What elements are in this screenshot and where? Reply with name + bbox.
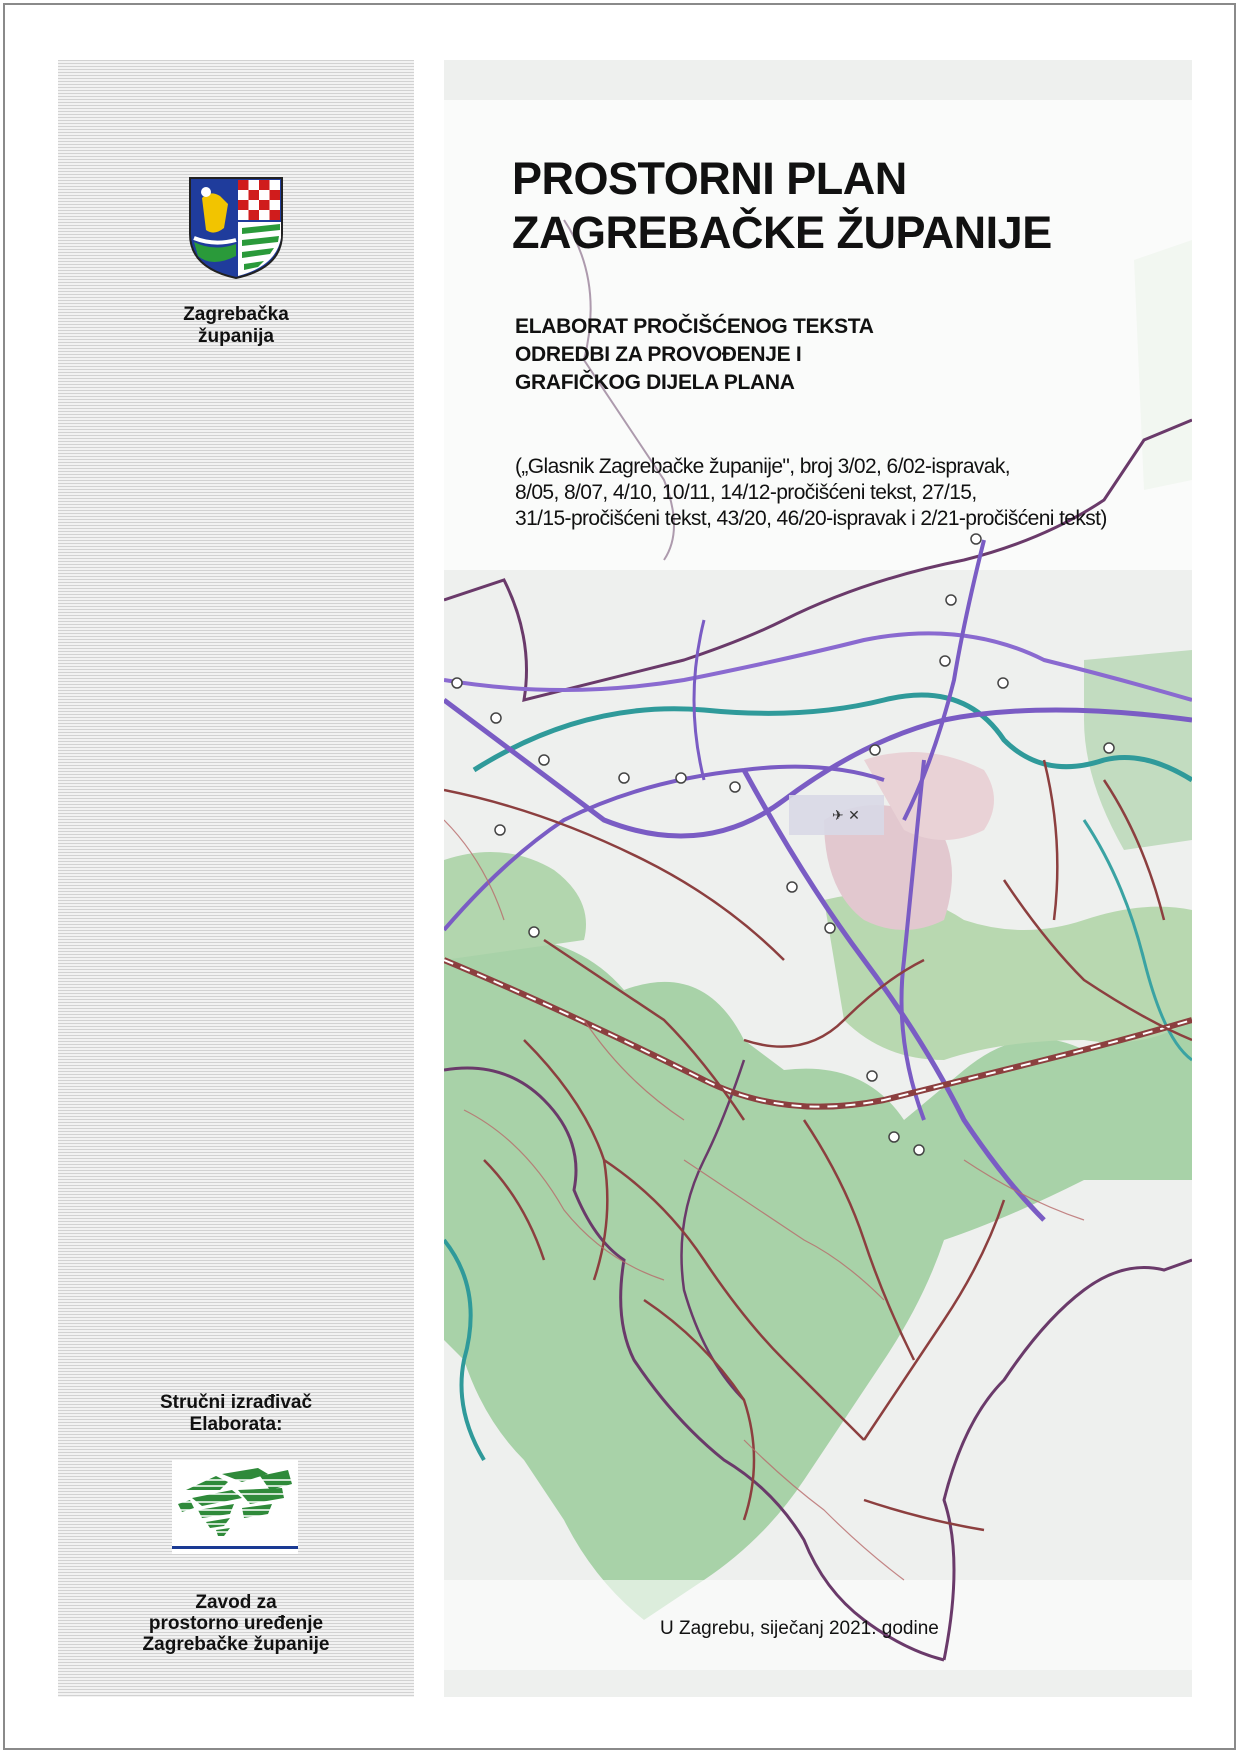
issue-date: U Zagrebu, siječanj 2021. godine xyxy=(660,1618,939,1639)
county-crest-icon xyxy=(184,172,288,282)
title-line: PROSTORNI PLAN xyxy=(512,153,907,204)
logo-underline xyxy=(172,1546,298,1549)
maker-label-line: Elaborata: xyxy=(189,1414,283,1435)
title-line: ZAGREBAČKE ŽUPANIJE xyxy=(512,207,1052,258)
county-name-line: županija xyxy=(197,326,274,347)
institute-name-line: prostorno uređenje xyxy=(148,1613,324,1634)
maker-label-line: Stručni izrađivač xyxy=(159,1392,313,1413)
document-subtitle xyxy=(515,313,874,397)
document-title xyxy=(512,152,1052,260)
maker-label xyxy=(58,1392,414,1436)
subtitle-line: ODREDBI ZA PROVOĐENJE I xyxy=(515,343,802,366)
county-map-icon xyxy=(444,60,1192,1697)
gazette-line: („Glasnik Zagrebačke županije", broj 3/02, 6/02-ispravak, xyxy=(515,455,1011,478)
sidebar xyxy=(58,60,414,1697)
county-name xyxy=(58,304,414,348)
institute-name xyxy=(58,1592,414,1655)
cover-map xyxy=(444,60,1192,1697)
subtitle-line: GRAFIČKOG DIJELA PLANA xyxy=(515,371,795,394)
institute-logo-icon xyxy=(172,1460,298,1554)
institute-name-line: Zagrebačke županije xyxy=(142,1634,330,1655)
subtitle-line: ELABORAT PROČIŠĆENOG TEKSTA xyxy=(515,315,874,338)
gazette-line: 8/05, 8/07, 4/10, 10/11, 14/12-pročišćeni tekst, 27/15, xyxy=(515,481,977,504)
svg-text:✈ ✕: ✈ ✕ xyxy=(832,808,860,824)
institute-name-line: Zavod za xyxy=(195,1592,277,1613)
county-name-line: Zagrebačka xyxy=(183,304,289,325)
gazette-references xyxy=(515,454,1107,532)
institute-logo xyxy=(172,1460,298,1554)
airport-icon xyxy=(789,795,884,835)
gazette-line: 31/15-pročišćeni tekst, 43/20, 46/20-ispravak i 2/21-pročišćeni tekst) xyxy=(515,507,1107,530)
